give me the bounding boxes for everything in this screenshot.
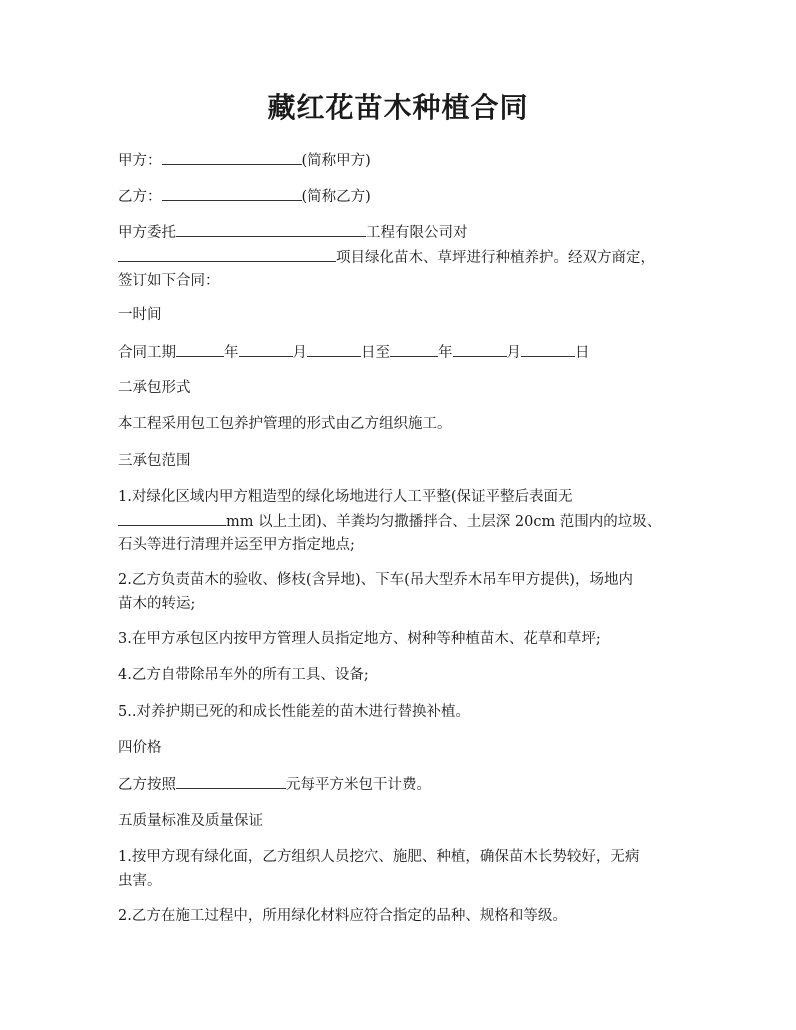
entrust-prefix: 甲方委托 (118, 225, 176, 241)
period-label: 合同工期 (118, 345, 176, 361)
month2-label: 月 (506, 345, 521, 361)
section-2-body: 本工程采用包工包养护管理的形式由乙方组织施工。 (118, 416, 452, 432)
month-label: 月 (292, 345, 307, 361)
scope-item-1-line-1: 1.对绿化区域内甲方粗造型的绿化场地进行人工平整(保证平整后表面无 (118, 489, 573, 505)
year-label: 年 (224, 345, 239, 361)
price-line (118, 772, 688, 797)
party-b-blank (162, 184, 302, 201)
year2-label: 年 (438, 345, 453, 361)
day-to-label: 日至 (361, 345, 390, 361)
scope-item-1-line-2 (118, 509, 688, 534)
entrust-line2-text: 项目绿化苗木、草坪进行种植养护。经双方商定， (336, 250, 655, 266)
party-a-label: 甲方： (118, 153, 162, 169)
end-year-blank (390, 340, 438, 357)
quality-item-1-line-2: 虫害。 (118, 873, 162, 889)
company-blank (176, 220, 366, 237)
section-5-heading: 五质量标准及质量保证 (118, 813, 263, 829)
party-b-suffix: (简称乙方) (301, 189, 371, 205)
price-suffix: 元每平方米包干计费。 (286, 777, 431, 793)
quality-item-2: 2.乙方在施工过程中，所用绿化材料应符合指定的品种、规格和等级。 (118, 908, 567, 924)
scope-item-2-line-1: 2.乙方负责苗木的验收、修枝(含异地)、下车(吊大型乔木吊车甲方提供)，场地内 (118, 572, 633, 588)
scope-item-3: 3.在甲方承包区内按甲方管理人员指定地方、树种等种植苗木、花草和草坪; (118, 631, 601, 647)
price-blank (176, 772, 286, 789)
end-day-blank (521, 340, 575, 357)
day2-label: 日 (575, 345, 590, 361)
start-year-blank (176, 340, 224, 357)
price-prefix: 乙方按照 (118, 777, 176, 793)
section-4-heading: 四价格 (118, 740, 162, 756)
party-a-blank (162, 148, 302, 165)
entrust-line-3: 签订如下合同： (118, 273, 220, 289)
scope-item-5: 5..对养护期已死的和成长性能差的苗木进行替换补植。 (118, 704, 470, 720)
mm-blank (118, 509, 226, 526)
start-day-blank (307, 340, 361, 357)
contract-period-line (118, 340, 688, 365)
scope-item-4: 4.乙方自带除吊车外的所有工具、设备; (118, 667, 369, 683)
party-b-line (118, 184, 688, 209)
party-b-label: 乙方： (118, 189, 162, 205)
party-a-suffix: (简称甲方) (301, 153, 371, 169)
entrust-line-2 (118, 245, 688, 270)
end-month-blank (453, 340, 507, 357)
scope-item-1-line-2-text: mm 以上土团)、羊粪均匀撒播拌合、土层深 20cm 范围内的垃圾、 (226, 514, 662, 530)
entrust-line-1 (118, 220, 688, 245)
scope-item-1-line-3: 石头等进行清理并运至甲方指定地点; (118, 537, 355, 553)
scope-item-2-line-2: 苗木的转运; (118, 596, 196, 612)
party-a-line (118, 148, 688, 173)
quality-item-1-line-1: 1.按甲方现有绿化面，乙方组织人员挖穴、施肥、种植，确保苗木长势较好，无病 (118, 849, 640, 865)
section-1-heading: 一时间 (118, 307, 162, 323)
project-blank (118, 245, 336, 262)
document-title: 藏红花苗木种植合同 (267, 91, 529, 124)
section-2-heading: 二承包形式 (118, 380, 191, 396)
section-3-heading: 三承包范围 (118, 453, 191, 469)
entrust-suffix: 工程有限公司对 (366, 225, 468, 241)
start-month-blank (239, 340, 293, 357)
